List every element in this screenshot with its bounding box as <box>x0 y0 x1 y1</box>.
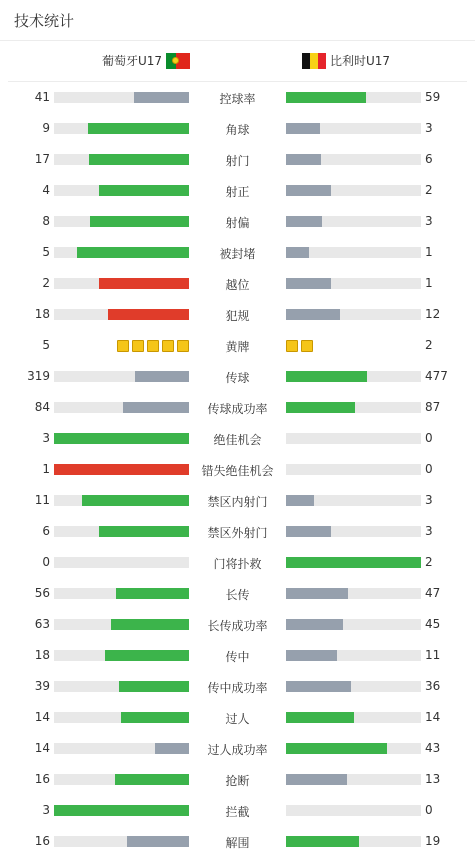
home-stat-value: 18 <box>34 307 50 321</box>
stat-row <box>0 206 475 237</box>
home-stat-bar-track <box>54 681 189 692</box>
away-stat-bar-track <box>286 557 421 568</box>
away-stat-bar-track <box>286 92 421 103</box>
home-stat-bar-track <box>54 588 189 599</box>
yellow-card-icon <box>147 340 159 352</box>
away-stat-value: 2 <box>425 183 433 197</box>
stat-label: 禁区内射门 <box>207 495 268 509</box>
away-stat-bar <box>286 247 309 258</box>
away-stat-bar-track <box>286 681 421 692</box>
home-stat-bar <box>127 836 189 847</box>
stat-row <box>0 82 475 113</box>
home-stat-bar <box>155 743 189 754</box>
home-stat-value: 0 <box>42 555 50 569</box>
away-stat-value: 45 <box>425 617 441 631</box>
home-stat-bar <box>105 650 189 661</box>
home-stat-value: 4 <box>42 183 50 197</box>
away-stat-value: 3 <box>425 214 433 228</box>
home-stat-bar <box>99 278 189 289</box>
stat-label: 控球率 <box>219 92 256 106</box>
home-stat-bar-track <box>54 495 189 506</box>
stat-label: 被封堵 <box>219 247 256 261</box>
home-stat-bar <box>123 402 189 413</box>
stat-label: 射门 <box>225 154 250 168</box>
home-team-name: 葡萄牙U17 <box>102 54 163 68</box>
stat-label: 黄牌 <box>225 340 250 354</box>
away-stat-bar <box>286 526 331 537</box>
home-stat-value: 18 <box>34 648 50 662</box>
stat-label: 传球成功率 <box>207 402 268 416</box>
stat-row <box>0 454 475 485</box>
stat-row <box>0 640 475 671</box>
stat-row <box>0 578 475 609</box>
stats-header <box>0 0 475 41</box>
stat-label: 过人成功率 <box>207 743 268 757</box>
away-stat-bar-track <box>286 650 421 661</box>
home-stat-bar <box>99 185 189 196</box>
stat-row <box>0 144 475 175</box>
home-stat-bar-track <box>54 650 189 661</box>
home-stat-bar <box>82 495 189 506</box>
away-stat-bar-track <box>286 743 421 754</box>
stat-label: 解围 <box>225 836 250 850</box>
yellow-card-icon <box>301 340 313 352</box>
away-stat-value: 3 <box>425 524 433 538</box>
stat-row <box>0 175 475 206</box>
stat-label: 传中成功率 <box>207 681 268 695</box>
away-stat-value: 36 <box>425 679 441 693</box>
stat-row <box>0 423 475 454</box>
away-stat-bar-track <box>286 154 421 165</box>
stat-row <box>0 485 475 516</box>
home-stat-value: 8 <box>42 214 50 228</box>
away-stat-bar <box>286 216 322 227</box>
away-stat-value: 1 <box>425 276 433 290</box>
away-stat-bar-track <box>286 526 421 537</box>
away-stat-bar <box>286 836 359 847</box>
home-stat-value: 39 <box>34 679 50 693</box>
away-stat-bar-track <box>286 805 421 816</box>
portugal-flag-icon <box>166 53 190 69</box>
stat-label: 拦截 <box>225 805 250 819</box>
away-stat-value: 59 <box>425 90 441 104</box>
home-stat-bar-track <box>54 216 189 227</box>
stat-label: 长传成功率 <box>207 619 268 633</box>
away-stat-value: 0 <box>425 462 433 476</box>
away-stat-bar-track <box>286 619 421 630</box>
home-stat-bar <box>116 588 189 599</box>
home-stat-value: 41 <box>34 90 50 104</box>
away-stat-bar-track <box>286 588 421 599</box>
home-stat-bar <box>54 805 189 816</box>
home-stat-bar-track <box>54 743 189 754</box>
home-yellow-cards <box>117 340 189 352</box>
stat-label: 长传 <box>225 588 250 602</box>
home-stat-value: 16 <box>34 834 50 848</box>
away-stat-value: 0 <box>425 431 433 445</box>
away-stat-bar <box>286 123 320 134</box>
home-stat-bar-track <box>54 836 189 847</box>
away-stat-bar-track <box>286 836 421 847</box>
away-stat-bar <box>286 712 354 723</box>
home-stat-value: 5 <box>42 338 50 352</box>
home-stat-bar <box>89 154 189 165</box>
away-stat-bar <box>286 681 351 692</box>
home-stat-bar-track <box>54 712 189 723</box>
stat-label: 传中 <box>225 650 250 664</box>
away-stat-bar-track <box>286 123 421 134</box>
home-stat-bar-track <box>54 402 189 413</box>
stat-label: 角球 <box>225 123 250 137</box>
stat-label: 绝佳机会 <box>213 433 262 447</box>
stat-row <box>0 702 475 733</box>
away-stat-value: 47 <box>425 586 441 600</box>
away-stat-bar <box>286 495 314 506</box>
home-stat-bar <box>54 464 189 475</box>
home-stat-bar-track <box>54 185 189 196</box>
home-stat-value: 16 <box>34 772 50 786</box>
stat-row <box>0 609 475 640</box>
home-stat-bar-track <box>54 805 189 816</box>
away-stat-bar-track <box>286 371 421 382</box>
home-stat-value: 17 <box>34 152 50 166</box>
away-stat-bar-track <box>286 495 421 506</box>
home-stat-bar-track <box>54 154 189 165</box>
yellow-card-icon <box>162 340 174 352</box>
home-stat-bar <box>108 309 189 320</box>
home-stat-bar-track <box>54 123 189 134</box>
teams-bar <box>8 41 467 82</box>
stat-row <box>0 299 475 330</box>
away-stat-value: 87 <box>425 400 441 414</box>
home-stat-bar <box>121 712 189 723</box>
away-stat-bar <box>286 92 366 103</box>
away-team <box>298 52 390 69</box>
stat-row <box>0 795 475 826</box>
stat-row <box>0 392 475 423</box>
stat-row <box>0 733 475 764</box>
away-stat-bar-track <box>286 216 421 227</box>
home-stat-value: 6 <box>42 524 50 538</box>
away-stat-bar <box>286 185 331 196</box>
home-stat-bar-track <box>54 247 189 258</box>
away-stat-bar <box>286 774 347 785</box>
home-stat-bar <box>115 774 189 785</box>
stat-row <box>0 516 475 547</box>
home-stat-value: 3 <box>42 803 50 817</box>
home-stat-bar <box>119 681 189 692</box>
home-stat-bar-track <box>54 526 189 537</box>
belgium-flag-icon <box>302 53 326 69</box>
away-stat-bar-track <box>286 247 421 258</box>
away-stat-value: 11 <box>425 648 441 662</box>
away-stat-value: 477 <box>425 369 448 383</box>
home-team <box>102 52 194 69</box>
stat-label: 传球 <box>225 371 250 385</box>
home-stat-value: 14 <box>34 710 50 724</box>
away-team-name: 比利时U17 <box>330 54 391 68</box>
home-stat-bar-track <box>54 371 189 382</box>
away-stat-bar <box>286 743 387 754</box>
away-stat-bar <box>286 371 367 382</box>
home-stat-value: 1 <box>42 462 50 476</box>
home-stat-value: 63 <box>34 617 50 631</box>
home-stat-bar <box>135 371 189 382</box>
away-stat-value: 13 <box>425 772 441 786</box>
home-stat-bar <box>77 247 189 258</box>
away-stat-bar <box>286 588 348 599</box>
stat-row <box>0 764 475 795</box>
home-stat-bar-track <box>54 309 189 320</box>
away-stat-value: 12 <box>425 307 441 321</box>
away-stat-bar <box>286 557 421 568</box>
home-stat-value: 3 <box>42 431 50 445</box>
away-stat-value: 2 <box>425 338 433 352</box>
away-stat-value: 0 <box>425 803 433 817</box>
stat-row <box>0 547 475 578</box>
away-stat-bar <box>286 278 331 289</box>
away-stat-bar <box>286 154 321 165</box>
away-stat-value: 3 <box>425 121 433 135</box>
home-stat-bar-track <box>54 433 189 444</box>
away-stat-value: 19 <box>425 834 441 848</box>
stat-label: 射正 <box>225 185 250 199</box>
home-stat-bar <box>111 619 189 630</box>
home-stat-bar <box>90 216 189 227</box>
stat-row <box>0 826 475 857</box>
page-title: 技术统计 <box>14 12 75 30</box>
away-stat-bar-track <box>286 712 421 723</box>
yellow-card-icon <box>286 340 298 352</box>
away-stat-bar <box>286 402 355 413</box>
away-stat-bar-track <box>286 464 421 475</box>
away-stat-bar <box>286 619 343 630</box>
home-stat-bar <box>134 92 189 103</box>
stat-label: 过人 <box>225 712 250 726</box>
stat-label: 禁区外射门 <box>207 526 268 540</box>
home-stat-bar-track <box>54 464 189 475</box>
stat-row <box>0 330 475 361</box>
stat-row <box>0 237 475 268</box>
stat-label: 犯规 <box>225 309 250 323</box>
home-stat-value: 5 <box>42 245 50 259</box>
away-stat-bar <box>286 650 337 661</box>
away-stat-bar-track <box>286 774 421 785</box>
away-stat-bar-track <box>286 278 421 289</box>
stat-label: 越位 <box>225 278 250 292</box>
home-stat-value: 11 <box>34 493 50 507</box>
home-stat-bar-track <box>54 619 189 630</box>
away-stat-value: 6 <box>425 152 433 166</box>
away-stat-bar-track <box>286 433 421 444</box>
stat-row <box>0 113 475 144</box>
home-stat-bar-track <box>54 774 189 785</box>
away-stat-bar-track <box>286 185 421 196</box>
stat-label: 射偏 <box>225 216 250 230</box>
home-stat-value: 56 <box>34 586 50 600</box>
stat-row <box>0 671 475 702</box>
home-stat-bar <box>54 433 189 444</box>
yellow-card-icon <box>132 340 144 352</box>
away-stat-value: 43 <box>425 741 441 755</box>
away-stat-value: 2 <box>425 555 433 569</box>
yellow-card-icon <box>177 340 189 352</box>
away-stat-bar-track <box>286 402 421 413</box>
home-stat-bar-track <box>54 92 189 103</box>
stat-row <box>0 268 475 299</box>
away-yellow-cards <box>286 340 313 352</box>
home-stat-value: 319 <box>27 369 50 383</box>
stat-label: 门将扑救 <box>213 557 262 571</box>
away-stat-value: 14 <box>425 710 441 724</box>
stat-label: 错失绝佳机会 <box>201 464 274 478</box>
home-stat-bar-track <box>54 278 189 289</box>
away-stat-value: 1 <box>425 245 433 259</box>
away-stat-bar <box>286 309 340 320</box>
home-stat-bar-track <box>54 557 189 568</box>
home-stat-bar <box>99 526 189 537</box>
home-stat-value: 84 <box>34 400 50 414</box>
home-stat-bar <box>88 123 189 134</box>
away-stat-value: 3 <box>425 493 433 507</box>
yellow-card-icon <box>117 340 129 352</box>
home-stat-value: 9 <box>42 121 50 135</box>
away-stat-bar-track <box>286 309 421 320</box>
home-stat-value: 2 <box>42 276 50 290</box>
stat-label: 抢断 <box>225 774 250 788</box>
stat-row <box>0 361 475 392</box>
home-stat-value: 14 <box>34 741 50 755</box>
